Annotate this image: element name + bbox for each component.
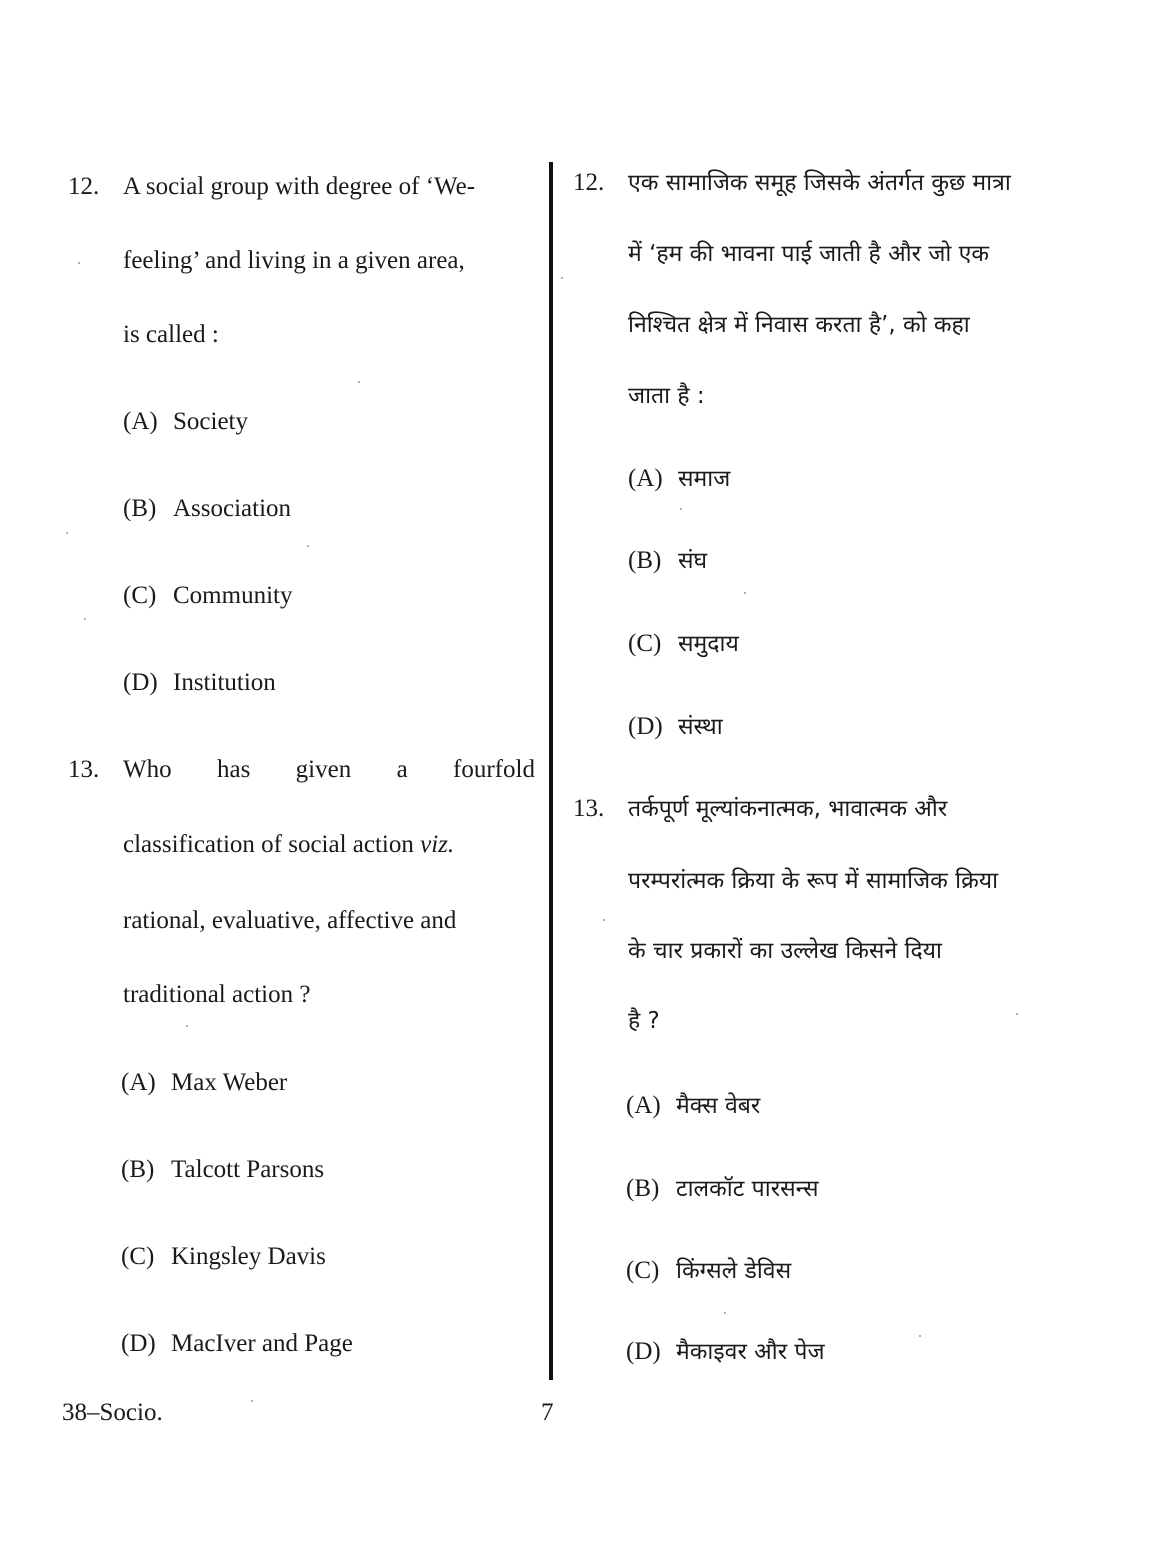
question-text-line: feeling’ and living in a given area, <box>123 247 465 274</box>
option-d <box>628 711 723 742</box>
word: given <box>295 756 352 783</box>
paper-code: 38–Socio. <box>62 1399 163 1426</box>
option-a <box>626 1090 760 1121</box>
option-letter: (C) <box>626 1257 660 1284</box>
option-text: Max Weber <box>171 1069 288 1096</box>
option-c <box>123 581 292 611</box>
option-letter: (B) <box>626 1175 660 1202</box>
option-letter: (A) <box>626 1092 661 1119</box>
question-text-line: है ? <box>628 1008 660 1034</box>
option-b <box>123 494 291 524</box>
question-text-line <box>123 830 454 860</box>
question-number: 13. <box>68 756 100 783</box>
question-text-line: जाता है : <box>628 383 705 409</box>
option-text: Kingsley Davis <box>171 1243 326 1270</box>
option-text: Talcott Parsons <box>171 1156 325 1183</box>
question-text-line: निश्चित क्षेत्र में निवास करता है’, को कहा <box>628 312 970 338</box>
option-b <box>628 545 707 576</box>
option-text: संस्था <box>678 714 723 740</box>
option-text: Community <box>173 582 293 609</box>
question-text-line: एक सामाजिक समूह जिसके अंतर्गत कुछ मात्रा <box>628 170 1011 196</box>
page-number: 7 <box>541 1399 554 1426</box>
option-a <box>121 1068 287 1098</box>
option-b <box>626 1173 819 1204</box>
option-d <box>123 668 276 698</box>
option-letter: (C) <box>121 1243 155 1270</box>
option-text: मैक्स वेबर <box>676 1093 761 1119</box>
word: Who <box>123 756 172 783</box>
option-text: MacIver and Page <box>171 1330 353 1357</box>
option-letter: (D) <box>121 1330 156 1357</box>
option-text: मैकाइवर और पेज <box>676 1339 825 1365</box>
option-c <box>628 628 739 659</box>
option-d <box>121 1329 353 1359</box>
option-letter: (A) <box>123 408 158 435</box>
italic-term: viz. <box>420 831 455 858</box>
question-text-line: में ‘हम की भावना पाई जाती है और जो एक <box>628 241 990 267</box>
word: fourfold <box>453 756 535 783</box>
option-letter: (D) <box>123 669 158 696</box>
question-number: 13. <box>573 795 605 822</box>
column-divider <box>549 162 553 1380</box>
option-d <box>626 1336 825 1367</box>
option-letter: (D) <box>626 1338 661 1365</box>
question-text-line: traditional action ? <box>123 981 311 1008</box>
word: has <box>216 756 251 783</box>
option-b <box>121 1155 324 1185</box>
option-text: Association <box>173 495 292 522</box>
option-letter: (D) <box>628 713 663 740</box>
option-a <box>628 463 730 494</box>
question-text-line: के चार प्रकारों का उल्लेख किसने दिया <box>628 938 942 964</box>
word: a <box>396 756 408 783</box>
option-text: संघ <box>678 548 708 574</box>
option-c <box>121 1242 326 1272</box>
option-text: Society <box>173 408 248 435</box>
option-letter: (C) <box>123 582 157 609</box>
question-text-line: तर्कपूर्ण मूल्यांकनात्मक, भावात्मक और <box>628 796 948 822</box>
question-text-line: परम्परांत्मक क्रिया के रूप में सामाजिक क्रिया <box>628 868 999 894</box>
option-text: Institution <box>173 669 276 696</box>
option-text: किंग्सले डेविस <box>676 1258 792 1284</box>
question-number: 12. <box>68 173 100 200</box>
option-letter: (A) <box>121 1069 156 1096</box>
option-letter: (C) <box>628 630 662 657</box>
option-letter: (B) <box>123 495 157 522</box>
option-letter: (A) <box>628 465 663 492</box>
question-text-line: A social group with degree of ‘We- <box>123 173 476 200</box>
question-text-line: is called : <box>123 321 219 348</box>
option-letter: (B) <box>121 1156 155 1183</box>
question-text-line <box>123 755 535 785</box>
option-text: टालकॉट पारसन्स <box>676 1176 819 1202</box>
option-letter: (B) <box>628 547 662 574</box>
option-a <box>123 407 248 437</box>
option-text: समाज <box>678 466 731 492</box>
question-number: 12. <box>573 169 605 196</box>
text-run: classification of social action <box>123 831 421 858</box>
question-text-line: rational, evaluative, affective and <box>123 907 457 934</box>
option-text: समुदाय <box>678 631 739 657</box>
option-c <box>626 1255 791 1286</box>
